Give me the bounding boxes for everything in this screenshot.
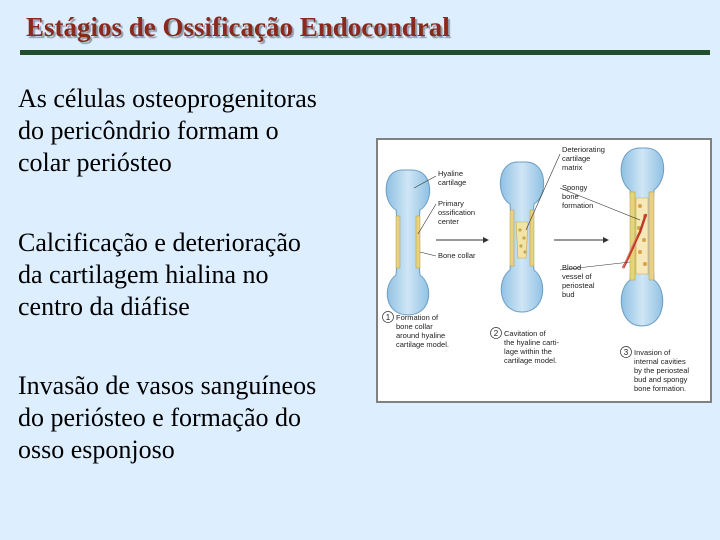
bone-stage-3: [621, 148, 664, 326]
label-bone-collar: Bone collar: [438, 251, 476, 260]
ossification-diagram: [378, 140, 710, 401]
bullet-2: [18, 227, 378, 323]
step-2-caption: [491, 328, 562, 366]
bullet-2-line-1: Calcificação e deterioração: [18, 228, 301, 257]
bullet-2-line-3: centro da diáfise: [18, 292, 190, 321]
ossification-figure: [376, 138, 712, 403]
label-hyaline-cartilage: Hyaline cartilage: [438, 169, 467, 187]
svg-text:Cavitation of the hyal: Cavitation of the hyaline carti- lage within the cartilage model.: [504, 329, 560, 365]
svg-text:Invasion of internal c: Invasion of internal cavities by the periosteal bud and spongy bone formation.: [634, 348, 690, 393]
bone-stage-1: [386, 170, 430, 315]
label-deteriorating-cartilage-matrix: Deteriorating cartilage matrix: [562, 145, 605, 172]
bullet-3-line-3: osso esponjoso: [18, 435, 175, 464]
svg-text:Formation of bone coll: Formation of bone collar around hyaline cartilage model.: [396, 313, 449, 349]
step-1-caption: [383, 312, 449, 350]
bullet-3-line-1: Invasão de vasos sanguíneos: [18, 371, 317, 400]
svg-text:1: 1: [385, 313, 391, 322]
bullet-3-line-2: do periósteo e formação do: [18, 403, 302, 432]
label-spongy-bone-formation: Spongy bone formation: [562, 183, 594, 210]
bullet-2-line-2: da cartilagem hialina no: [18, 260, 269, 289]
svg-text:2: 2: [493, 329, 499, 338]
label-primary-ossification-center: Primary ossification center: [438, 199, 476, 226]
svg-text:3: 3: [623, 348, 629, 357]
bullet-1-line-3: colar periósteo: [18, 148, 172, 177]
bone-stage-2: [500, 162, 543, 312]
step-3-caption: [621, 347, 692, 394]
slide-title: Estágios de Ossificação Endocondral: [26, 12, 450, 42]
bullet-3: [18, 370, 378, 466]
bullet-1-line-1: As células osteoprogenitoras: [18, 84, 317, 113]
bullet-1-line-2: do pericôndrio formam o: [18, 116, 279, 145]
label-blood-vessel-periosteal-bud: Blood vessel of periosteal bud: [562, 263, 595, 299]
title-divider: [20, 50, 710, 55]
bullet-1: [18, 83, 378, 179]
